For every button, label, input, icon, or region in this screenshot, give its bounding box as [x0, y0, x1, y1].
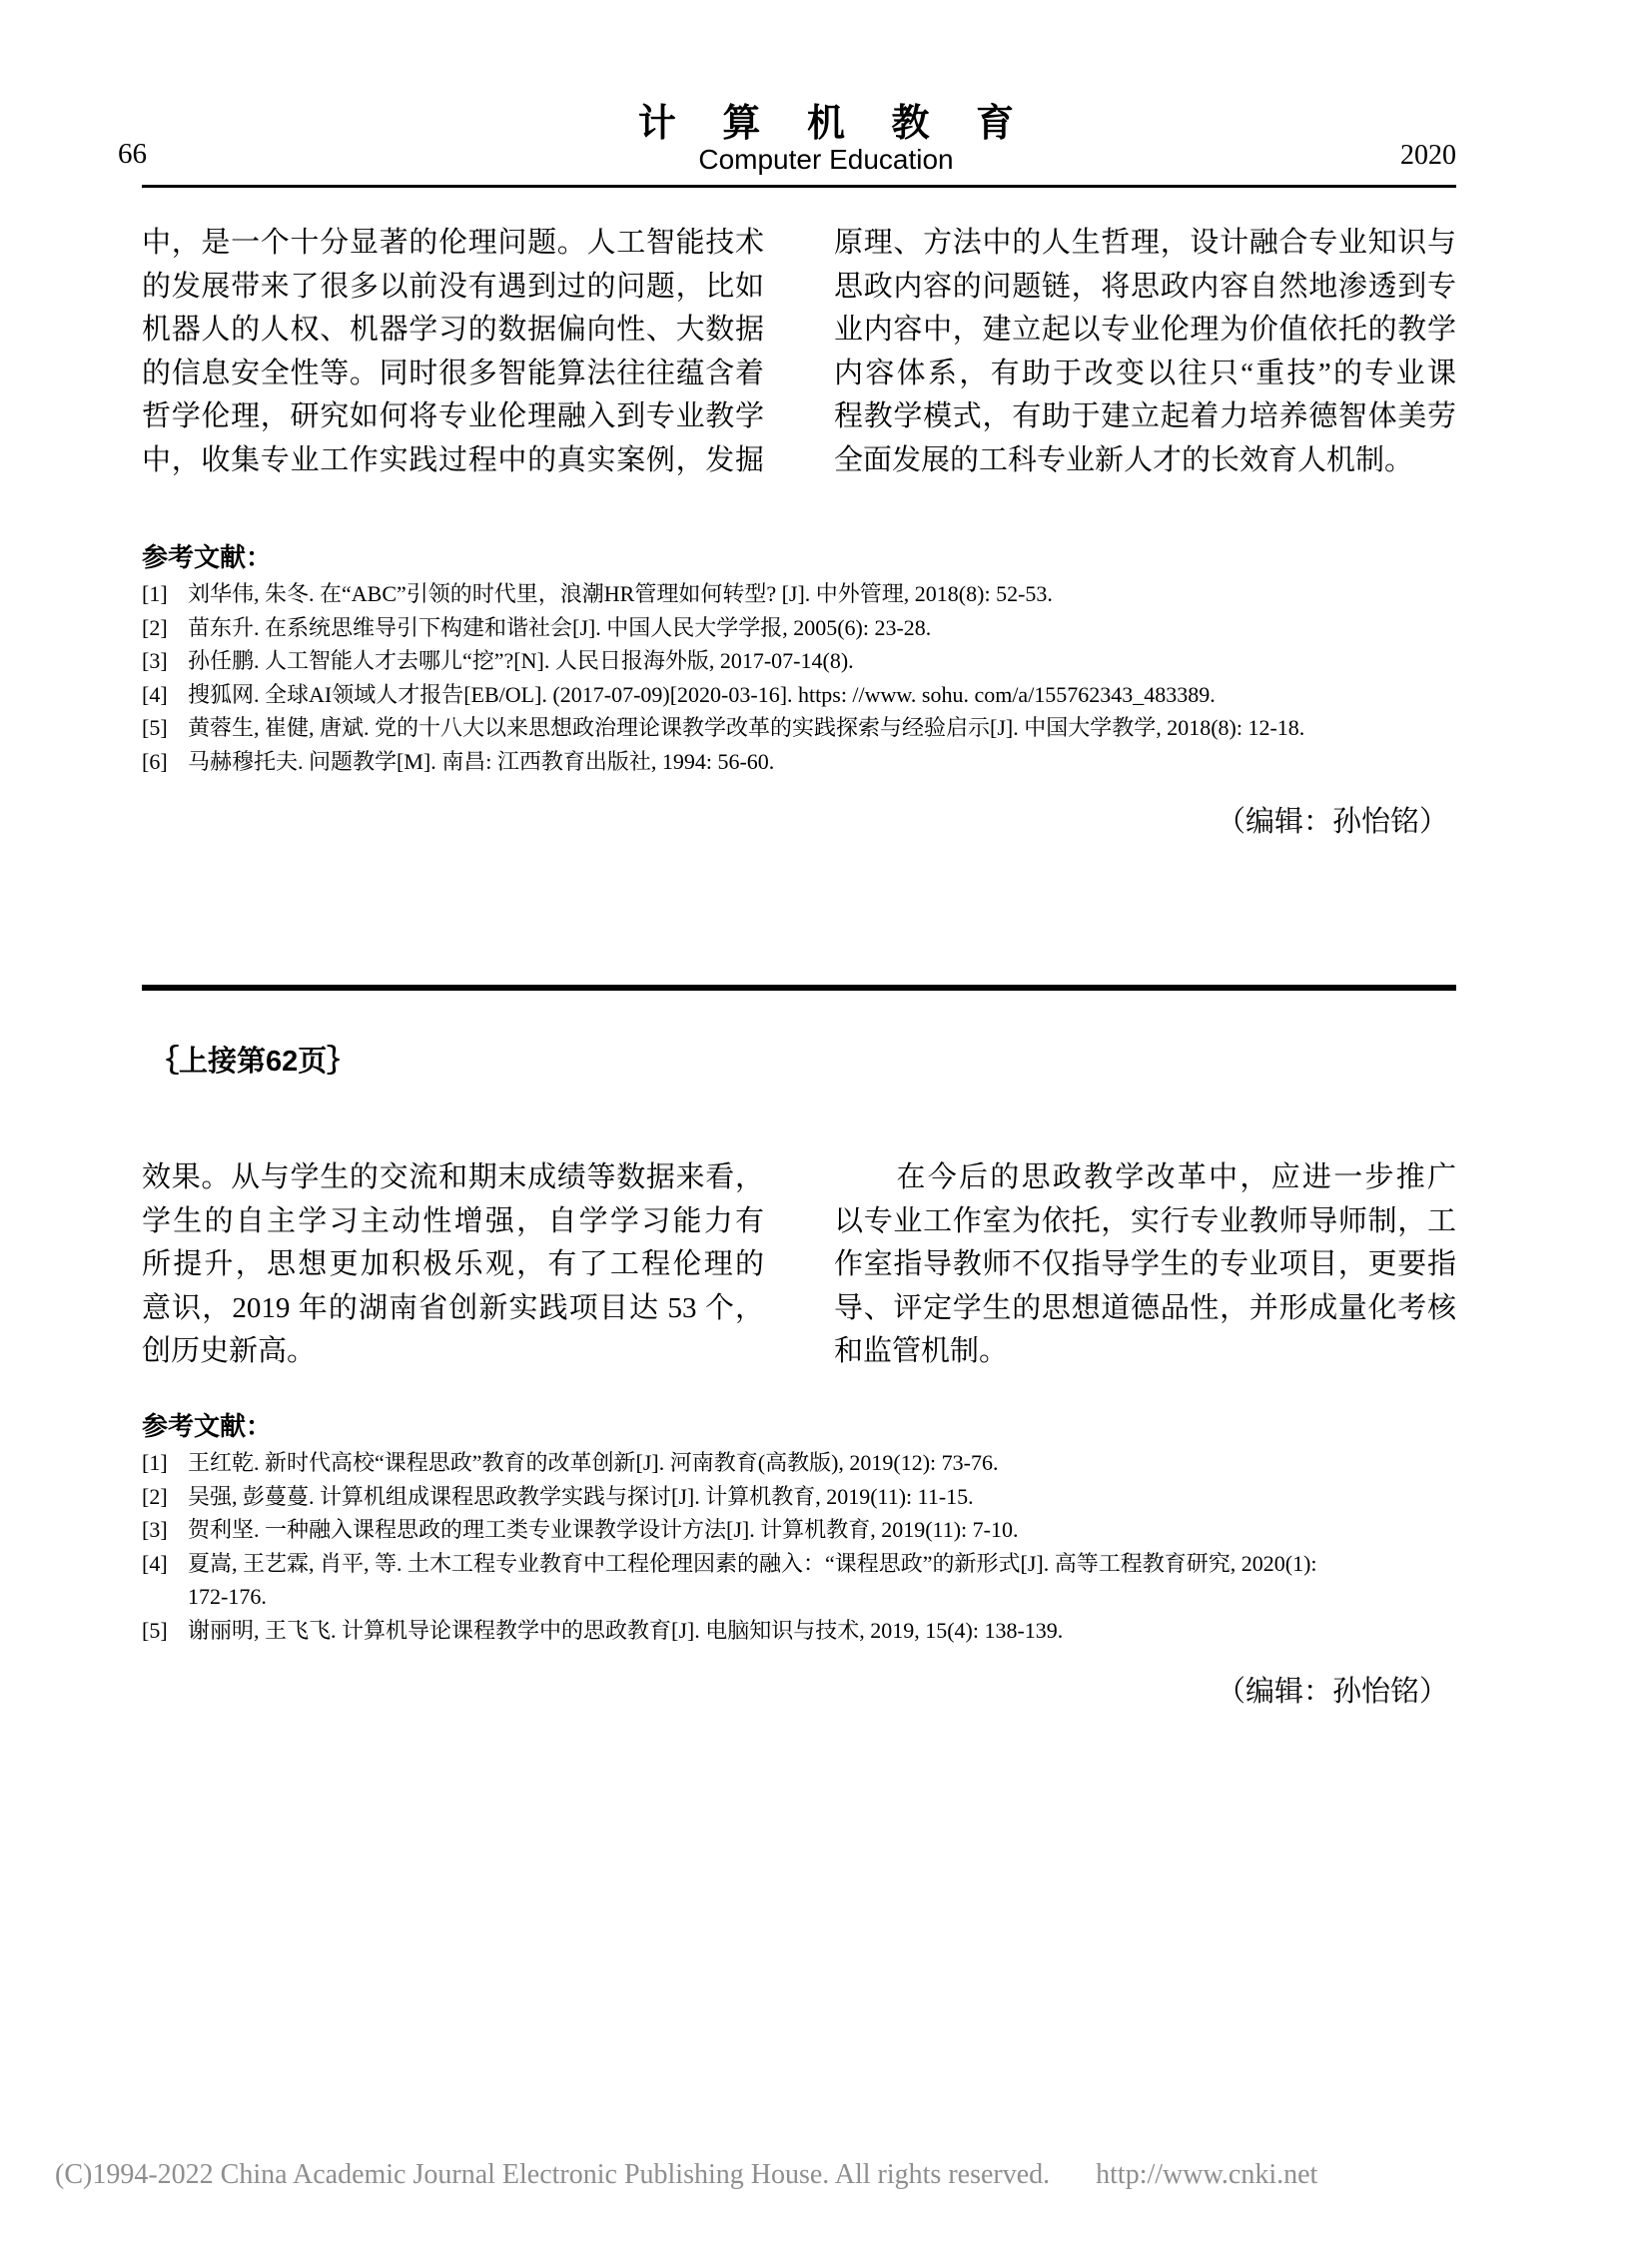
references-heading-2: 参考文献： — [142, 1411, 273, 1441]
reference-number: [1] — [142, 581, 168, 606]
body-line: 中，是一个十分显著的伦理问题。人工智能技术 — [142, 227, 764, 259]
body-line: 所提升，思想更加积极乐观，有了工程伦理的 — [142, 1248, 764, 1280]
reference-text: 苗东升. 在系统思维导引下构建和谐社会[J]. 中国人民大学学报, 2005(6): 23-28. — [188, 614, 932, 640]
reference-item — [142, 1614, 1456, 1648]
journal-title-english: Computer Education — [698, 144, 954, 175]
reference-item — [142, 711, 1456, 745]
reference-number: [5] — [142, 1617, 168, 1643]
article1-right-column — [834, 222, 1456, 482]
reference-item — [142, 644, 1456, 678]
body-line: 作室指导教师不仅指导学生的专业项目，更要指 — [834, 1248, 1456, 1280]
body-line: 内容体系，有助于改变以往只“重技”的专业课 — [834, 357, 1456, 389]
body-line: 意识，2019 年的湖南省创新实践项目达 53 个， — [142, 1291, 764, 1324]
body-line: 原理、方法中的人生哲理，设计融合专业知识与 — [834, 227, 1456, 259]
editor-note-2: （编辑：孙怡铭） — [1216, 1676, 1448, 1708]
reference-text: 马赫穆托夫. 问题教学[M]. 南昌: 江西教育出版社, 1994: 56-60. — [188, 748, 775, 774]
reference-item — [142, 678, 1456, 712]
article1-left-column — [142, 222, 764, 482]
body-line: 在今后的思政教学改革中，应进一步推广 — [834, 1161, 1456, 1193]
body-line: 机器人的人权、机器学习的数据偏向性、大数据 — [142, 314, 764, 346]
body-line: 业内容中，建立起以专业伦理为价值依托的教学 — [834, 314, 1456, 346]
reference-text: 贺利坚. 一种融入课程思政的理工类专业课教学设计方法[J]. 计算机教育, 2019(11): 7-10. — [188, 1517, 1019, 1542]
reference-number: [2] — [142, 614, 168, 640]
reference-item — [142, 1446, 1456, 1480]
body-line: 哲学伦理，研究如何将专业伦理融入到专业教学 — [142, 400, 764, 432]
page-number: 66 — [118, 138, 147, 170]
reference-number: [6] — [142, 748, 168, 774]
reference-number: [3] — [142, 648, 168, 673]
reference-text: 夏嵩, 王艺霖, 肖平, 等. 土木工程专业教育中工程伦理因素的融入：“课程思政”的新形式[J]. 高等工程教育研究, 2020(1): 172-176. — [188, 1547, 1456, 1614]
article2-left-column — [142, 1156, 764, 1374]
reference-item — [142, 745, 1456, 779]
body-line: 以专业工作室为依托，实行专业教师导师制，工 — [834, 1204, 1456, 1237]
copyright-text: (C)1994-2022 China Academic Journal Electronic Publishing House. All rights reserved. — [55, 2159, 1051, 2190]
body-line: 创历史新高。 — [142, 1335, 317, 1367]
references-list-1 — [142, 577, 1456, 778]
reference-number: [1] — [142, 1450, 168, 1475]
section-divider-rule — [142, 985, 1456, 991]
reference-item — [142, 611, 1456, 645]
reference-text: 黄蓉生, 崔健, 唐斌. 党的十八大以来思想政治理论课教学改革的实践探索与经验启示[J]. 中国大学教学, 2018(8): 12-18. — [188, 715, 1305, 740]
reference-number: [5] — [142, 715, 168, 740]
references-heading-1: 参考文献： — [142, 542, 273, 572]
reference-text: 孙任鹏. 人工智能人才去哪儿“挖”?[N]. 人民日报海外版, 2017-07-14(8). — [188, 648, 854, 673]
article2-right-column — [834, 1156, 1456, 1374]
body-line: 和监管机制。 — [834, 1335, 1009, 1367]
article2-body — [142, 1156, 1456, 1374]
reference-item — [142, 1480, 1456, 1514]
body-line: 的发展带来了很多以前没有遇到过的问题，比如 — [142, 270, 764, 303]
body-line: 学生的自主学习主动性增强，自学学习能力有 — [142, 1204, 764, 1237]
continuation-note: ｛上接第62页｝ — [150, 1046, 357, 1078]
reference-text-continued: 172-176. — [188, 1584, 267, 1609]
reference-text: 吴强, 彭蔓蔓. 计算机组成课程思政教学实践与探讨[J]. 计算机教育, 2019(11): 11-15. — [188, 1483, 974, 1509]
header-rule — [142, 185, 1456, 188]
body-line: 思政内容的问题链，将思政内容自然地渗透到专 — [834, 270, 1456, 303]
footer-url: http://www.cnki.net — [1096, 2159, 1318, 2190]
body-line: 程教学模式，有助于建立起着力培养德智体美劳 — [834, 400, 1456, 432]
reference-number: [4] — [142, 681, 168, 707]
article1-body — [142, 222, 1456, 482]
references-list-2 — [142, 1446, 1456, 1647]
body-line: 的信息安全性等。同时很多智能算法往往蕴含着 — [142, 357, 764, 389]
reference-item — [142, 1547, 1456, 1614]
reference-text: 搜狐网. 全球AI领域人才报告[EB/OL]. (2017-07-09)[2020-03-16]. https: //www. sohu. com/a/155762343_483389. — [188, 681, 1216, 707]
reference-number: [3] — [142, 1517, 168, 1542]
body-line: 导、评定学生的思想道德品性，并形成量化考核 — [834, 1291, 1456, 1324]
body-line: 效果。从与学生的交流和期末成绩等数据来看， — [142, 1161, 764, 1193]
footer — [55, 2159, 1317, 2191]
reference-text: 王红乾. 新时代高校“课程思政”教育的改革创新[J]. 河南教育(高教版), 2019(12): 73-76. — [188, 1450, 999, 1475]
reference-number: [4] — [142, 1550, 168, 1576]
reference-item — [142, 1513, 1456, 1547]
editor-note-1: （编辑：孙怡铭） — [1216, 806, 1448, 838]
body-line: 全面发展的工科专业新人才的长效育人机制。 — [834, 443, 1414, 476]
reference-item — [142, 577, 1456, 611]
publication-year: 2020 — [1400, 140, 1456, 171]
body-line: 中，收集专业工作实践过程中的真实案例，发掘 — [142, 443, 764, 476]
reference-number: [2] — [142, 1483, 168, 1509]
reference-text: 谢丽明, 王飞飞. 计算机导论课程教学中的思政教育[J]. 电脑知识与技术, 2019, 15(4): 138-139. — [188, 1617, 1064, 1643]
reference-text: 刘华伟, 朱冬. 在“ABC”引领的时代里，浪潮HR管理如何转型? [J]. 中外管理, 2018(8): 52-53. — [188, 581, 1053, 606]
journal-title-chinese: 计 算 机 教 育 — [637, 103, 1033, 145]
